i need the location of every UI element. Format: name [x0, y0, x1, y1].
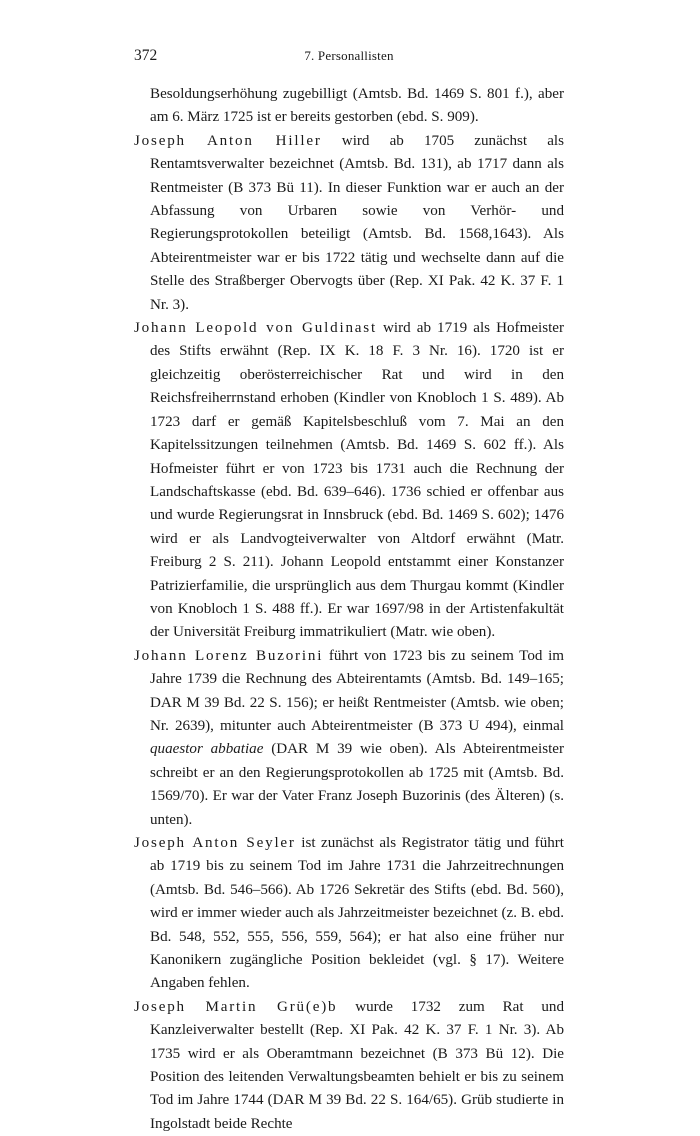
person-name: Joseph Anton Hiller	[134, 132, 322, 149]
entry-text-after: (DAR M 39 wie oben). Als Abteirentmeister schreibt er an den Regierungsprotokollen ab 1725 mit (Amtsb. Bd. 1569/70). Er war der Vater Franz Joseph Buzorinis (des Älteren) (s. unten).	[150, 741, 564, 828]
entry-seyler	[134, 832, 564, 996]
person-name: Joseph Anton Seyler	[134, 835, 296, 851]
entry-guldinast	[134, 317, 564, 645]
entry-text: ist zunächst als Registrator tätig und führt ab 1719 bis zu seinem Tod im Jahre 1731 die Jahrzeitrechnungen (Amtsb. Bd. 546–566). Ab 1726 Sekretär des Stifts (ebd. Bd. 560), wird er immer wieder auch als Jahrzeitmeister bezeichnet (z. B. ebd. Bd. 548, 552, 555, 556, 559, 564); er hat also eine früher nur Kanonikern zugängliche Position bekleidet (vgl. § 17). Weitere Angaben fehlen.	[150, 835, 565, 992]
page-number: 372	[134, 47, 158, 64]
latin-term: quaestor abbatiae	[150, 741, 264, 758]
entry-text: Besoldungserhöhung zugebilligt (Amtsb. Bd. 1469 S. 801 f.), aber am 6. März 1725 ist er bereits gestorben (ebd. S. 909).	[150, 86, 564, 126]
page-header	[134, 47, 564, 69]
entry-text: wird ab 1719 als Hofmeister des Stifts erwähnt (Rep. IX K. 18 F. 3 Nr. 16). 1720 ist er gleichzeitig oberösterreichischer Rat und wird in den Reichsfreiherrnstand erhoben (Kindler von Knobloch 1 S. 489). Ab 1723 darf er gemäß Kapitelsbeschluß vom 7. Mai an den Kapitelssitzungen teilnehmen (Amtsb. Bd. 1469 S. 602 ff.). Als Hofmeister führt er von 1723 bis 1731 auch die Rechnung der Landschaftskasse (ebd. Bd. 639–646). 1736 schied er offenbar aus und wurde Regierungsrat in Innsbruck (ebd. Bd. 1469 S. 602); 1476 wird er als Landvogteiverwalter von Altdorf erwähnt (Matr. Freiburg 2 S. 211). Johann Leopold entstammt einer Konstanzer Patrizierfamilie, die ursprünglich aus dem Thurgau kommt (Kindler von Knobloch 1 S. 488 ff.). Er war 1697/98 in der Artistenfakultät der Universität Freiburg immatrikuliert (Matr. wie oben).	[150, 320, 564, 641]
entry-text: wird ab 1705 zunächst als Rentamtsverwalter bezeichnet (Amtsb. Bd. 131), ab 1717 dann als Rentmeister (B 373 Bü 11). In dieser Funktion war er auch an der Abfassung von Urbaren sowie von Verhör- und Regierungsprotokollen beteiligt (Amtsb. Bd. 1568,1643). Als Abteirentmeister war er bis 1722 tätig und wechselte dann auf die Stelle des Straßberger Obervogts über (Rep. XI Pak. 42 K. 37 F. 1 Nr. 3).	[150, 132, 564, 313]
entry-grueb	[134, 996, 564, 1136]
person-name: Johann Lorenz Buzorini	[134, 647, 324, 664]
entry-continuation	[134, 83, 564, 130]
person-name: Johann Leopold von Guldinast	[134, 320, 377, 337]
entry-buzorini	[134, 645, 564, 832]
entry-hiller	[134, 130, 564, 317]
person-name: Joseph Martin Grü(e)b	[134, 998, 338, 1015]
entry-text: führt von 1723 bis zu seinem Tod im Jahre 1739 die Rechnung des Abteirentamts (Amtsb. Bd. 149–165; DAR M 39 Bd. 22 S. 156); er heißt Rentmeister (Amtsb. wie oben; Nr. 2639), mitunter auch Abteirentmeister (B 373 U 494), einmal	[150, 647, 565, 734]
running-head: 7. Personallisten	[304, 48, 394, 63]
entry-text: wurde 1732 zum Rat und Kanzleiverwalter bestellt (Rep. XI Pak. 42 K. 37 F. 1 Nr. 3). Ab 1735 wird er als Oberamtmann bezeichnet (B 373 Bü 12). Die Position des leitenden Verwaltungsbeamten behielt er bis zu seinem Tod im Jahre 1744 (DAR M 39 Bd. 22 S. 164/65). Grüb studierte in Ingolstadt beide Rechte	[150, 998, 564, 1132]
body-text	[134, 83, 564, 1136]
